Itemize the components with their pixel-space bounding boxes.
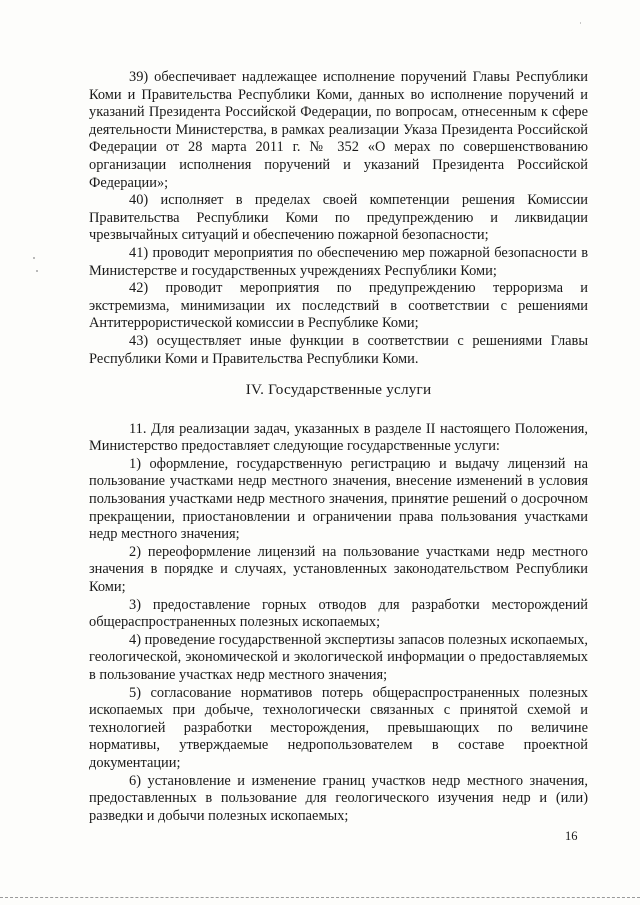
document-body — [89, 69, 588, 825]
page-bottom-edge — [0, 897, 640, 898]
paragraph-43: 43) осуществляет иные функции в соответствии с решениями Главы Республики Коми и Правительства Республики Коми. — [89, 332, 588, 367]
service-item-3: 3) предоставление горных отводов для разработки месторождений общераспространенных полезных ископаемых; — [89, 596, 588, 631]
scan-speck — [580, 22, 581, 24]
page-number: 16 — [565, 829, 578, 843]
service-item-1: 1) оформление, государственную регистрацию и выдачу лицензий на пользование участками недр местного значения, внесение изменений в условия пользования участками недр местного значения, принятие решений о досрочном прекращении, приостановлении и ограничении права пользования участками недр местного значения; — [89, 455, 588, 543]
paragraph-40: 40) исполняет в пределах своей компетенции решения Комиссии Правительства Республики Коми по предупреждению и ликвидации чрезвычайных ситуаций и обеспечению пожарной безопасности; — [89, 192, 588, 244]
service-item-4: 4) проведение государственной экспертизы запасов полезных ископаемых, геологической, экономической и экологической информации о предоставляемых в пользование участках недр местного значения; — [89, 631, 588, 683]
paragraph-41: 41) проводит мероприятия по обеспечению мер пожарной безопасности в Министерстве и государственных учреждениях Республики Коми; — [89, 244, 588, 279]
service-item-2: 2) переоформление лицензий на пользование участками недр местного значения в порядке и случаях, установленных законодательством Республики Коми; — [89, 543, 588, 596]
paragraph-11: 11. Для реализации задач, указанных в разделе II настоящего Положения, Министерство предоставляет следующие государственные услуги: — [89, 420, 588, 455]
section-heading: IV. Государственные услуги — [245, 381, 432, 399]
scan-speck — [36, 270, 38, 272]
scan-speck — [33, 257, 35, 259]
paragraph-39: 39) обеспечивает надлежащее исполнение поручений Главы Республики Коми и Правительства Республики Коми, данных во исполнение поручений и указаний Президента Российской Федерации, по вопросам, отнесенным к сфере деятельности Министерства, в рамках реализации Указа Президента Российской Федерации от 28 марта 2011 г. № 352 «О мерах по совершенствованию организации исполнения поручений и указаний Президента Российской Федерации»; — [89, 69, 588, 191]
service-item-5: 5) согласование нормативов потерь общераспространенных полезных ископаемых при добыче, технологически связанных с принятой схемой и технологией разработки месторождения, превышающих по величине нормативы, утверждаемые недропользователем в составе проектной документации; — [89, 684, 588, 771]
service-item-6: 6) установление и изменение границ участков недр местного значения, предоставленных в пользование для геологического изучения недр и (или) разведки и добычи полезных ископаемых; — [89, 772, 588, 824]
paragraph-42: 42) проводит мероприятия по предупреждению терроризма и экстремизма, минимизации их последствий в соответствии с решениями Антитеррористической комиссии в Республике Коми; — [89, 280, 588, 332]
